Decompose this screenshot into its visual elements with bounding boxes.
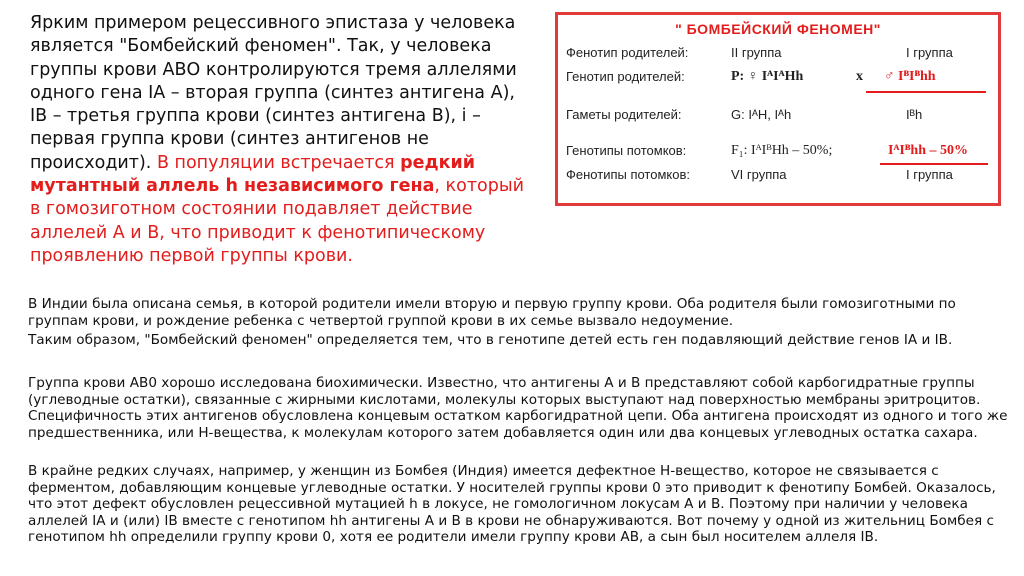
bombay-scheme-box: [555, 12, 1001, 206]
scheme-title: " БОМБЕЙСКИЙ ФЕНОМЕН": [675, 21, 881, 37]
genotype-prefix: P: ♀: [731, 69, 762, 84]
row-col2: I группа: [906, 167, 953, 182]
row-col1: II группа: [731, 45, 782, 60]
father-genotype: ♂ IᴮIᴮhh: [884, 69, 936, 84]
cross-sign: x: [856, 69, 863, 84]
row-parent-genotype: [566, 69, 990, 91]
intro-red-a: В популяции встречается: [151, 152, 401, 173]
father-underline: [866, 91, 986, 93]
row-col2: I группа: [906, 45, 953, 60]
row-label: Фенотип родителей:: [566, 45, 689, 60]
paragraph-biochemistry: Группа крови АВ0 хорошо исследована биохимически. Известно, что антигены А и В представляют собой карбогидратные группы (углеводные остатки), связанные с жирными кислотами, молекулы которых выступают над поверхностью мембраны эритроцитов. Специфичность этих антигенов обусловлена концевым остатком карбогидратной цепи. Оба антигена происходят из одного и того же предшественника, или Н-вещества, к молекулам которого затем добавляется один или два концевых углеводных остатка сахара.: [28, 375, 1008, 441]
row-offspring-genotype: [566, 143, 990, 165]
row-gametes: [566, 107, 990, 129]
intro-red-b: , который в гомозиготном состоянии подавляет действие аллелей А и В, что приводит к фенотипическому проявлению первой группы крови.: [30, 176, 525, 266]
row-col1: G: IᴬH, Iᴬh: [731, 107, 792, 122]
mother-genotype: IᴬIᴬHh: [761, 69, 804, 84]
offspring-genotype-2: IᴬIᴮhh – 50%: [888, 143, 968, 158]
paragraph-conclusion: Таким образом, "Бомбейский феномен" определяется тем, что в генотипе детей есть ген подавляющий действие генов IA и IB.: [28, 332, 953, 348]
row-parent-phenotype: [566, 45, 990, 67]
paragraph-bombay-cases: В крайне редких случаях, например, у женщин из Бомбея (Индия) имеется дефектное Н-вещество, которое не связывается с ферментом, добавляющим концевые углеводные остатки. У носителей группы крови 0 это приводит к фенотипу Бомбей. Оказалось, что этот дефект обусловлен рецессивной мутацией h в локусе, не гомологичном локусам А и В. Поэтому при наличии у человека аллелей IA и (или) IB вместе с генотипом hh антигены А и В в крови не обнаруживаются. Вот почему у одной из жительниц Бомбея с генотипом hh определили группу крови 0, хотя ее родители имели группу крови АВ, а сын был носителем аллеля IB.: [28, 463, 996, 545]
intro-red-bold: редкий мутантный аллель h независимого гена: [30, 152, 476, 197]
row-offspring-phenotype: [566, 167, 990, 189]
row-col2: Iᴮh: [906, 107, 923, 122]
offspring-genotype-1: F₁: IᴬIᴮHh – 50%;: [731, 143, 833, 158]
paragraph-india-family: В Индии была описана семья, в которой родители имели вторую и первую группу крови. Оба родителя были гомозиготными по группам крови, и рождение ребенка с четвертой группой крови в их семье вызвало недоумение.: [28, 296, 956, 329]
row-label: Гаметы родителей:: [566, 107, 682, 122]
row-label: Фенотипы потомков:: [566, 167, 690, 182]
intro-black: Ярким примером рецессивного эпистаза у человека является "Бомбейский феномен". Так, у человека группы крови АВО контролируются тремя аллелями одного гена IA – вторая группа (синтез антигена А), IB – третья группа крови (синтез антигена В), i – первая группа крови (синтез антигенов не происходит).: [30, 13, 517, 173]
intro-text: [30, 12, 530, 268]
row-label: Генотипы потомков:: [566, 143, 687, 158]
offspring-underline: [880, 163, 988, 165]
row-label: Генотип родителей:: [566, 69, 685, 84]
row-col1: VI группа: [731, 167, 787, 182]
